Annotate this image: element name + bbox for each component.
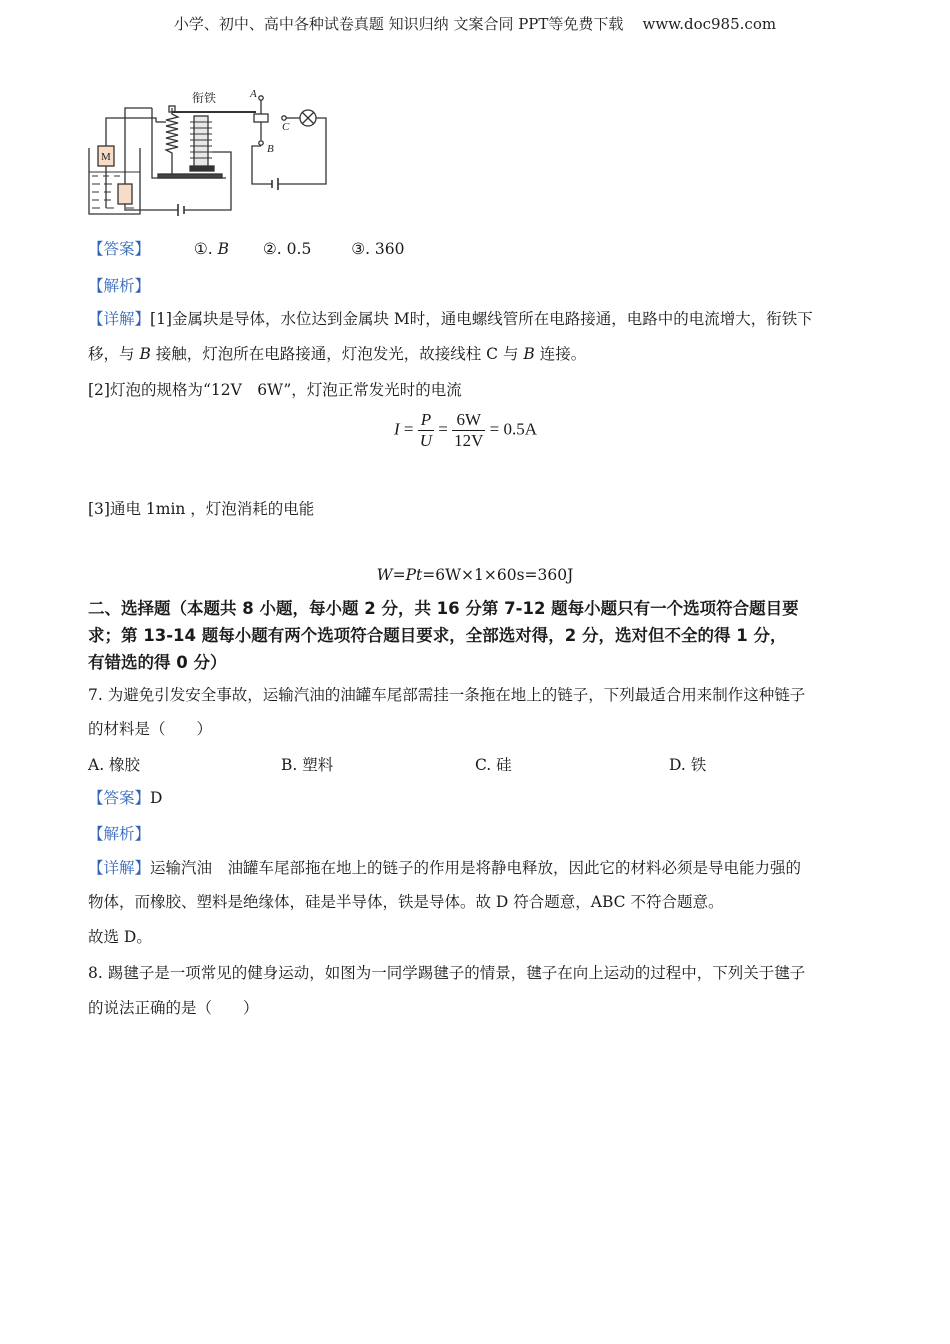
formula-eq1: = [399,419,418,439]
formula2-pt: Pt [405,566,423,584]
q6-analysis-tag: 【解析】 [88,277,151,295]
q6-detail-line-1 [88,308,813,330]
q7-detail-tag: 【详解】 [88,859,151,877]
q7-option-b: B. 塑料 [281,756,334,774]
formula2-rest: =6W×1×60s=360J [422,566,574,584]
q6-p1-b-B: B [139,345,151,363]
page-header: 小学、初中、高中各种试卷真题 知识归纳 文案合同 PPT等免费下载 www.doc985.com [173,15,777,33]
answer-tag: 【答案】 [88,240,151,258]
q6-p1-a: [1]金属块是导体，水位达到金属块 M时，通电螺线管所在电路接通，电路中的电流增大，衔铁下 [150,310,813,328]
current-formula [394,410,537,451]
formula2-eq: = [392,566,406,584]
q6-answer-line [88,238,405,260]
answer-1-value: B [217,240,230,258]
q7-answer-tag: 【答案】 [88,789,151,807]
formula-rhs: = 0.5A [485,419,538,439]
q7-stem-line-1: 7. 为避免引发安全事故，运输汽油的油罐车尾部需挂一条拖在地上的链子，下列最适合用来制作这种链子 [88,686,806,704]
answer-3: ③. 360 [351,240,405,258]
q7-option-d: D. 铁 [669,756,707,774]
answer-1-prefix: ①. [193,240,218,258]
frac-num-1: P [418,410,434,431]
q7-option-a: A. 橡胶 [88,756,141,774]
section2-heading-line-2: 求；第 13-14 题每小题有两个选项符合题目要求，全部选对得，2 分，选对但不全的得 1 分， [88,626,787,645]
q6-p1-b-1: 移，与 [88,345,140,363]
q6-p1-b-B2: B [523,345,535,363]
q7-answer-line [88,787,162,809]
q7-analysis-tag: 【解析】 [88,825,151,843]
q8-stem-line-2: 的说法正确的是（ ） [88,999,259,1017]
label-c: C [282,121,290,133]
formula-eq2: = [434,419,453,439]
formula-lhs: I [394,419,400,439]
q6-detail-line-2 [88,343,586,365]
detail-tag: 【详解】 [88,310,151,328]
fraction-p-over-u [418,410,434,451]
label-m: M [101,151,111,163]
q7-conclusion: 故选 D。 [88,928,152,946]
q7-detail-1: 运输汽油 油罐车尾部拖在地上的链子的作用是将静电释放，因此它的材料必须是导电能力强的 [150,859,802,877]
q7-detail-line-1 [88,857,801,879]
circuit-diagram [86,88,336,218]
frac-num-2: 6W [452,410,485,431]
q6-p3: [3]通电 1min ，灯泡消耗的电能 [88,500,315,518]
answer-2: ②. 0.5 [262,240,312,258]
label-b: B [267,143,274,155]
q6-p2: [2]灯泡的规格为“12V 6W”，灯泡正常发光时的电流 [88,381,462,399]
frac-den-2: 12V [454,431,484,450]
q7-stem-line-2: 的材料是（ ） [88,720,213,738]
energy-formula [0,566,950,584]
fraction-values [452,410,485,451]
q6-p1-b-2: 接触，灯泡所在电路接通，灯泡发光，故接线柱 C 与 [150,345,524,363]
q6-p1-b-3: 连接。 [534,345,587,363]
section2-heading-line-3: 有错选的得 0 分） [88,653,227,672]
label-armature: 衔铁 [192,91,217,105]
label-a: A [250,88,257,100]
q7-option-c: C. 硅 [475,756,512,774]
section2-heading-line-1: 二、选择题（本题共 8 小题，每小题 2 分，共 16 分第 7-12 题每小题只有一个选项符合题目要 [88,599,799,618]
q8-stem-line-1: 8. 踢毽子是一项常见的健身运动，如图为一同学踢毽子的情景，毽子在向上运动的过程中，下列关于毽子 [88,964,806,982]
q7-detail-line-2: 物体，而橡胶、塑料是绝缘体，硅是半导体，铁是导体。故 D 符合题意，ABC 不符合题意。 [88,893,724,911]
frac-den-1: U [419,431,433,450]
q7-answer-value: D [150,789,163,807]
formula2-w: W [376,566,393,584]
